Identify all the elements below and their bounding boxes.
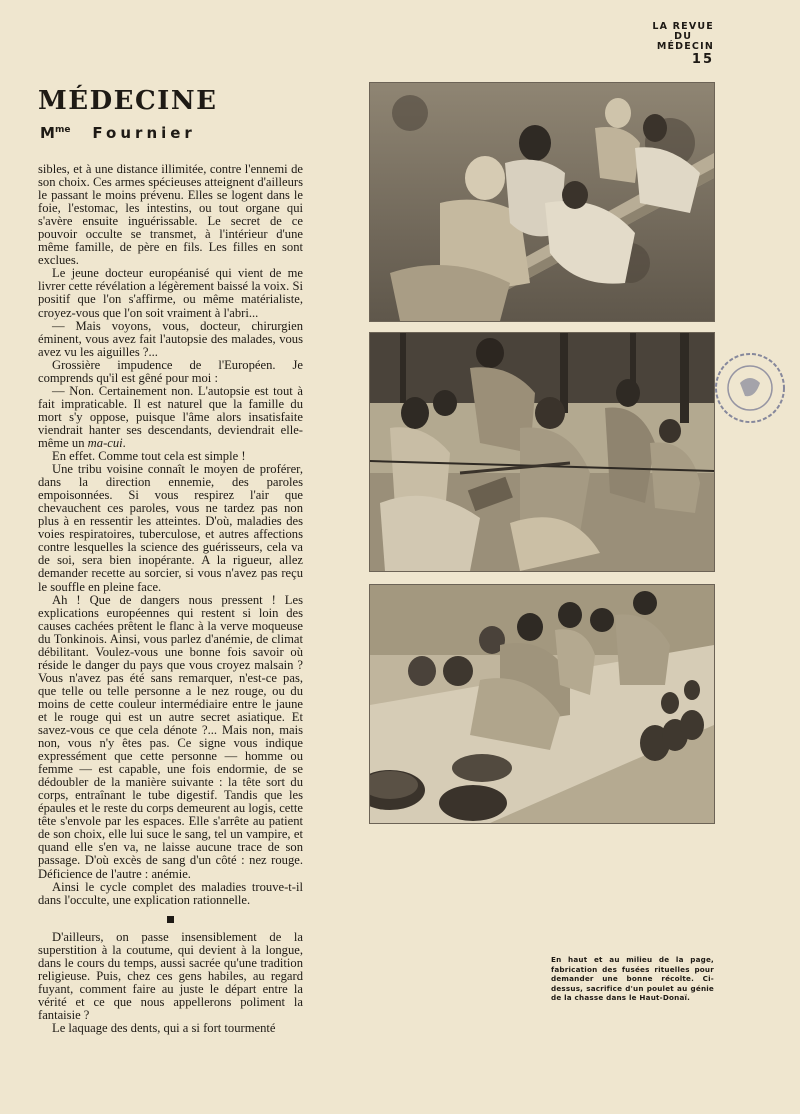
author-byline (40, 124, 196, 142)
paragraph: Le laquage des dents, qui a si fort tourmenté (52, 1021, 276, 1035)
author-name: Fournier (92, 124, 196, 142)
masthead-line-1: LA REVUE (652, 21, 714, 32)
section-title: MÉDECINE (38, 86, 218, 116)
photo-caption: En haut et au milieu de la page, fabrication des fusées rituelles pour demander une bonne récolte. Ci-dessus, sacrifice d'un poulet au génie de la chasse dans le Haut-Donaï. (551, 955, 714, 1002)
paragraph: Grossière impudence de l'Européen. Je comprends qu'il est gêné pour moi : (38, 357, 303, 385)
photo-chicken-sacrifice (369, 584, 715, 824)
masthead-line-3: MÉDECIN (656, 41, 714, 52)
photo-rocket-making-middle (369, 332, 715, 572)
paragraph: Ainsi le cycle complet des maladies trouve-t-il dans l'occulte, une explication rationnelle. (38, 879, 303, 907)
paragraph: Une tribu voisine connaît le moyen de proférer, dans la direction ennemie, des paroles empoisonnées. Si vous respirez l'air que chevauchent ces paroles, vous ne tardez pas non plus à en ressentir les atteintes. D'où, maladies des voies respiratoires, tuberculose, et autres affections contre lesquelles la science des guérisseurs, cela va de soi, sera bien inopérante. A la rigueur, allez demander recette au sorcier, si vous n'avez pas reçu le souffle en pleine face. (38, 462, 303, 594)
masthead-line-2: DU (674, 31, 693, 42)
author-prefix: $M^{me}$ (40, 124, 71, 142)
photo-rocket-making-top (369, 82, 715, 322)
paragraph: — Non. Certainement non. L'autopsie est tout à fait impraticable. Il est naturel que la famille du mort s'y oppose, puisque l'âme alors insatisfaite viendrait hanter ses descendants, deviendrait elle-même un ma-cui. (38, 383, 303, 450)
paragraph: En effet. Comme tout cela est simple ! (52, 449, 246, 464)
paragraph: — Mais voyons, vous, docteur, chirurgien éminent, vous avez fait l'autopsie des malades, vous avez vu les aiguilles ?... (38, 318, 303, 359)
paragraph: Le jeune docteur européanisé qui vient de me livrer cette révélation a légèrement baissé la voix. Si positif que l'on s'affirme, ou même matérialiste, croyez-vous que l'on soit vraiment à l'abri... (38, 266, 303, 320)
paragraph: Ah ! Que de dangers nous pressent ! Les explications européennes qui restent si loin des causes cachées prêtent le flanc à la verve moqueuse du Tonkinois. Ainsi, vous parlez d'anémie, de climat débilitant. Voulez-vous une bonne fois savoir où réside le danger du pays que vous croyez malsain ? Vous n'avez pas été sans remarquer, n'est-ce pas, que telle ou telle personne a le nez rouge, ou du moins de cette couleur intermédiaire entre le jaune et le rouge qui est un autre secret asiatique. Et savez-vous ce que cela dénote ?... Mais non, mais non, vous n'y êtes pas. Ce signe vous indique expressément que cette personne — homme ou femme — est capable, une fois endormie, de se dédoubler de la manière suivante : la tête sort du corps, entraînant le tube digestif. Tandis que les épaules et le reste du corps demeurent au logis, cette tête s'envole par les espaces. Elle s'arrête au patient de son choix, elle lui suce le sang, tel un vampire, et quand elle s'en va, ne laisse aucune trace de son passage. D'où excès de sang d'un côté : nez rouge. Déficience de l'autre : anémie. (38, 592, 303, 881)
article-body (38, 163, 303, 1035)
paragraph: D'ailleurs, on passe insensiblement de la superstition à la coutume, qui devient à la longue, dans le cours du temps, aussi sacrée qu'une tradition religieuse. Puis, chez ces gens habiles, au regard fuyant, comment faire au juste le départ entre la vérité et ce que nous appellerons poliment la fantaisie ? (38, 929, 303, 1022)
library-stamp-seal (710, 348, 790, 428)
page-number: 15 (691, 52, 714, 67)
magazine-masthead (652, 22, 714, 52)
section-break-square (167, 916, 174, 923)
italic-term: ma-cui (87, 435, 123, 450)
paragraph: sibles, et à une distance illimitée, contre l'ennemi de son choix. Ces armes spécieuses atteignent d'ailleurs le passant le moins prévenu. Elles se logent dans le foie, l'estomac, les intestins, ou tout organe qui s'avère ensuite inguérissable. Le secret de ce pouvoir occulte se transmet, à l'intérieur d'une même famille, de père en fils. Les filles en sont exclues. (38, 162, 303, 268)
